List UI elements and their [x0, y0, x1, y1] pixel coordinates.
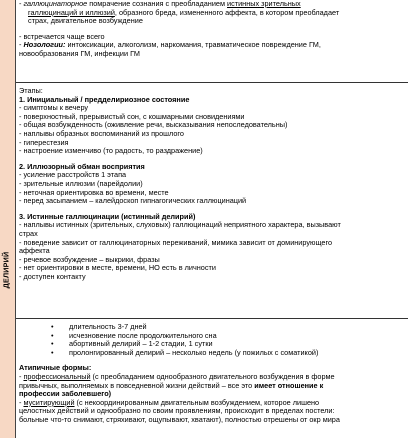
term-hallucinatory: галлюцинаторное: [23, 0, 88, 8]
stage-1-item: - настроение изменчиво (то радость, то раздражение): [19, 147, 203, 156]
definition-section: [16, 0, 408, 82]
mussitating-line-1: [19, 399, 405, 408]
definition-line-2: [19, 9, 405, 18]
course-list: [19, 323, 405, 357]
row-header: [0, 0, 16, 438]
underlined-text: истинных зрительных: [227, 0, 301, 8]
stage-3-item: - наплывы истинных (зрительных, слуховых) галлюцинаций неприятного характера, вызывают: [19, 221, 341, 230]
atypical-heading: Атипичные формы:: [19, 364, 92, 373]
bold-text: имеет отношение к: [254, 381, 324, 390]
stage-2-item: - зрительные иллюзии (парейдолии): [19, 179, 143, 188]
definition-line-3: страх, двигательное возбуждение: [28, 17, 143, 26]
list-item: • исчезновение после продолжительного сна: [19, 332, 405, 341]
professional-text: привычных, выполняемых в повседневной жизни действий – все это: [19, 381, 255, 390]
mussitating-line-3: больные что-то снимают, стряхивают, ощупывают, хватают), полностью отрешены от окр мира: [19, 415, 340, 424]
stage-3-item: страх: [19, 229, 38, 238]
term-nosology: Нозологии:: [23, 41, 66, 50]
stage-1-title: 1. Инициальный / преддeлириозное состояние: [19, 95, 190, 104]
nosology-line-2: новообразования ГМ, инфекции ГМ: [19, 49, 140, 58]
stage-3-item: - речевое возбуждение – выкрики, фразы: [19, 255, 160, 264]
nosology-text: интоксикации, алкоголизм, наркомания, травматическое повреждение ГМ,: [65, 41, 321, 50]
dash: -: [19, 398, 24, 407]
professional-text: (с преобладанием однообразного двигательного возбуждения в форме: [90, 372, 335, 381]
stage-1-item: - симптомы к вечеру: [19, 104, 89, 113]
row-header-label: ДЕЛИРИЙ: [1, 251, 11, 289]
definition-text: помрачение сознания с преобладанием: [87, 0, 228, 8]
stage-1-item: - общая возбужденность (оживление речи, высказывания непоследовательны): [19, 121, 288, 130]
stage-3-title: 3. Истинные галлюцинации (истинный делирий): [19, 212, 196, 221]
stage-2-item: - неточная ориентировка во времени, месте: [19, 188, 169, 197]
definition-line-1: [19, 0, 405, 9]
stage-3-item: - нет ориентировки в месте, времени, НО есть в личности: [19, 264, 216, 273]
stages-heading: Этапы:: [19, 87, 43, 95]
stage-2-item: - перед засыпанием – калейдоскоп гипнагогических галлюцинаций: [19, 197, 247, 206]
professional-line-3: профессии заболевшего): [19, 390, 112, 399]
stage-1-item: - поверхностный, прерывистый сон, с кошмарными сновидениями: [19, 112, 245, 121]
stage-3-item: аффекта: [19, 247, 50, 256]
stage-2-item: - усиление расстройств 1 этапа: [19, 171, 127, 180]
professional-line-2: [19, 382, 405, 391]
stage-1-item: - наплывы образных воспоминаний из прошлого: [19, 129, 184, 138]
dash: -: [19, 372, 24, 381]
underlined-text: галлюцинаций и иллюзий: [28, 8, 115, 17]
stage-1-item: - гиперестезия: [19, 138, 69, 147]
stage-2-title: 2. Иллюзорный обман восприятия: [19, 162, 145, 171]
definition-text: , образного бреда, измененного аффекта, в котором преобладает: [114, 8, 340, 17]
frequency-note: - встречается чаще всего: [19, 32, 105, 41]
list-item: • абортивный делирий – 1-2 стадии, 1 сутки: [19, 340, 405, 349]
list-item: • длительность 3-7 дней: [19, 323, 405, 332]
table-content: [16, 0, 408, 438]
dash: -: [19, 0, 24, 8]
term-mussitating: муситирующий: [23, 398, 75, 407]
term-professional: профессиональный: [23, 372, 91, 381]
stage-3-item: - доступен контакту: [19, 272, 86, 281]
stage-3-item: - поведение зависит от галлюцинаторных переживаний, мимика зависит от доминирующего: [19, 238, 333, 247]
stages-section: [16, 82, 408, 318]
course-section: [16, 318, 408, 438]
dash: -: [19, 41, 24, 50]
professional-line-1: [19, 373, 405, 382]
nosology-line-1: [19, 41, 405, 50]
list-item: • пролонгированный делирий – несколько недель (у пожилых с соматикой): [19, 349, 405, 358]
mussitating-text: (с некоординированным двигательным возбуждением, которое лишено: [74, 398, 320, 407]
mussitating-line-2: целостных действий и однообразно по своим проявлениям, происходит в пределах постели:: [19, 407, 335, 416]
